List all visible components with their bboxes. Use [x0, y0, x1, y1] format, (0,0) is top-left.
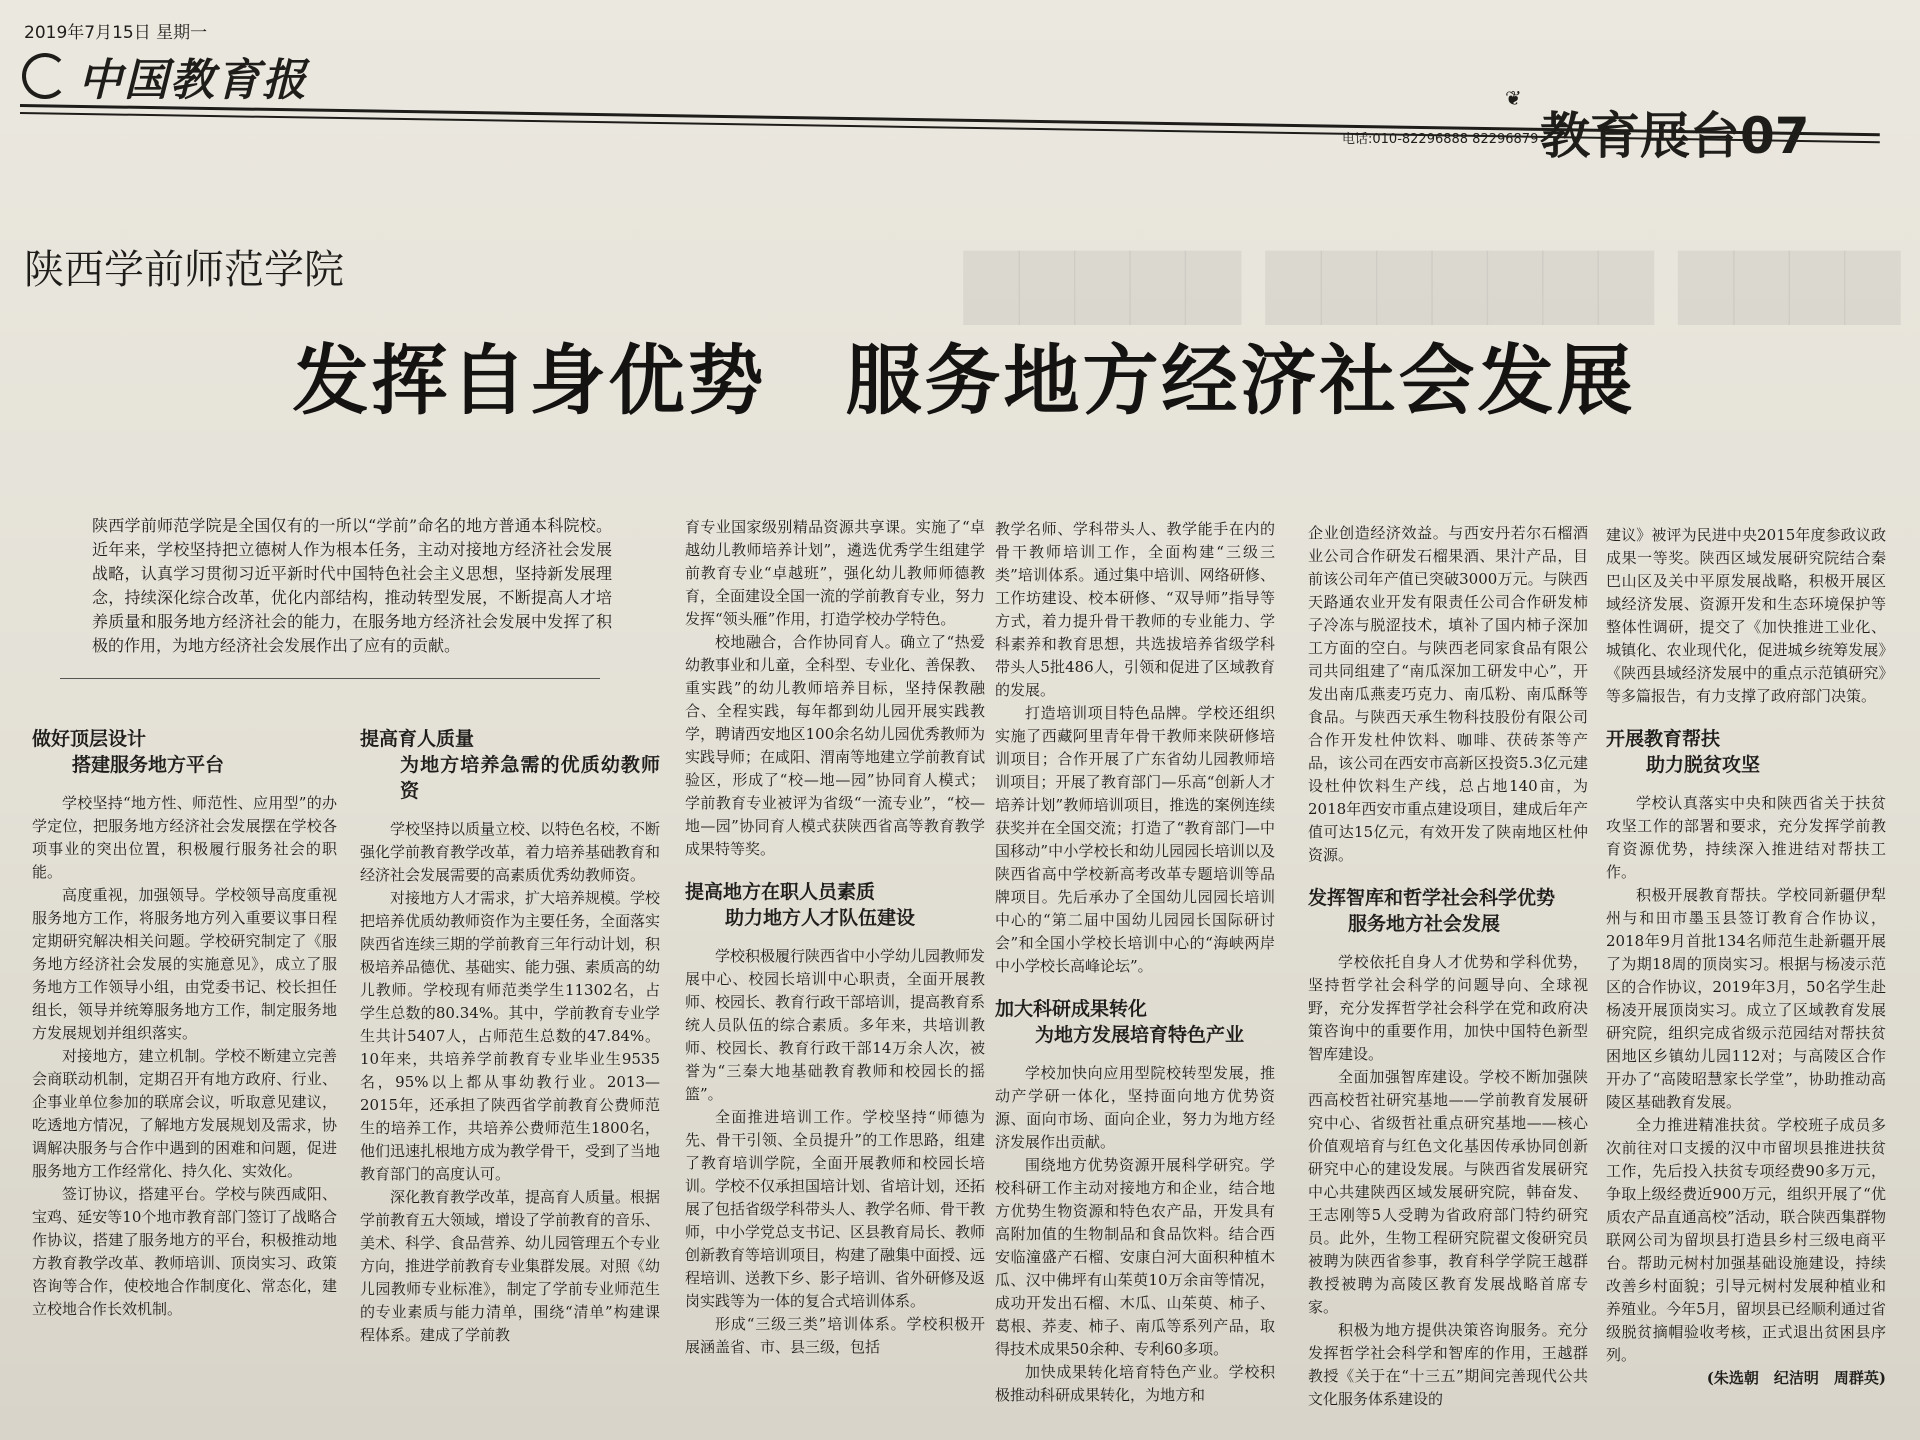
article-kicker: 陕西学前师范学院 — [24, 247, 344, 293]
paragraph: 学校积极履行陕西省中小学幼儿园教师发展中心、校园长培训中心职责，全面开展教师、校园长、教育行政干部培训，提高教育系统人员队伍的综合素质。多年来，共培训教师、校园长、教育行政干部14万余人次，被誉为“三秦大地基础教育教师和校园长的摇篮”。 — [685, 947, 986, 1103]
section-title: 教育展台07 — [1540, 107, 1810, 165]
contact-phone: 电话:010-82296888 82296879 — [1342, 132, 1539, 147]
subheading-6: 开展教育帮扶 助力脱贫攻坚 — [1606, 728, 1761, 776]
article-column-5 — [1308, 522, 1588, 1411]
subheading-1: 做好顶层设计 搭建服务地方平台 — [32, 728, 225, 776]
paragraph: 全面推进培训工作。学校坚持“师德为先、骨干引领、全员提升”的工作思路，组建了教育培训学院，全面开展教师和校园长培训。学校不仅承担国培计划、省培计划，还拓展了包括省级学科带头人、教学名师、骨干教师，中小学党总支书记、区县教育局长、教师创新教育等培训项目，构建了融集中面授、远程培训、送教下乡、影子培训、省外研修及返岗实践等为一体的复合式培训体系。 — [685, 1108, 986, 1310]
subheading-2: 提高育人质量 为地方培养急需的优质幼教师资 — [360, 728, 660, 802]
paragraph: 打造培训项目特色品牌。学校还组织实施了西藏阿里青年骨干教师来陕研修培训项目；合作开展了广东省幼儿园教师培训项目；开展了教育部门—乐高“创新人才培养计划”教师培训项目，推选的案例连续获奖并在全国交流；打造了“教育部门—中国移动”中小学校长和幼儿园园长培训以及陕西省高中学校新高考改革专题培训等品牌项目。先后承办了全国幼儿园园长培训中心的“第二届中国幼儿园园长国际研讨会”和全国小学校长培训中心的“海峡两岸中小学校长高峰论坛”。 — [995, 704, 1275, 975]
article-column-2 — [360, 726, 660, 1347]
paragraph: 学校坚持以质量立校、以特色名校，不断强化学前教育教学改革，着力培养基础教育和经济社会发展需要的高素质优秀幼教师资。 — [360, 820, 661, 884]
article-column-1 — [32, 726, 337, 1321]
lead-divider — [60, 678, 600, 679]
masthead-title: 中国教育报 — [78, 55, 308, 106]
leaf-ornament-icon: ❦ — [1505, 86, 1522, 110]
paragraph: 校地融合，合作协同育人。确立了“热爱幼教事业和儿童，全科型、专业化、善保教、重实践”的幼儿教师培养目标，坚持保教融合、全程实践，每年都到幼儿园开展实践教学，聘请西安地区100余名幼儿园优秀教师为实践导师；在咸阳、渭南等地建立学前教育试验区，形成了“校—地—园”协同育人模式；学前教育专业被评为省级“一流专业”，“校—地—园”协同育人模式获陕西省高等教育教学成果特等奖。 — [685, 633, 986, 858]
paragraph: 全力推进精准扶贫。学校班子成员多次前往对口支援的汉中市留坝县推进扶贫工作，先后投入扶贫专项经费90多万元，争取上级经费近900万元，组织开展了“优质农产品直通高校”活动，联合陕西集群物联网公司为留坝县打造县乡村三级电商平台。帮助元树村加强基础设施建设，持续改善乡村面貌；引导元树村发展种植业和养殖业。今年5月，留坝县已经顺利通过省级脱贫摘帽验收考核，正式退出贫困县序列。 — [1606, 1116, 1886, 1364]
author-byline: (朱选朝 纪洁明 周群英) — [1706, 1369, 1886, 1387]
paragraph: 深化教育教学改革，提高育人质量。根据学前教育五大领域，增设了学前教育的音乐、美术、科学、食品营养、幼儿园管理五个专业方向，推进学前教育专业集群发展。对照《幼儿园教师专业标准》，制定了学前专业师范生的专业素质与能力清单，围绕“清单”构建课程体系。建成了学前教 — [360, 1188, 661, 1344]
paragraph: 全面加强智库建设。学校不断加强陕西高校哲社研究基地——学前教育发展研究中心、省级哲社重点研究基地——核心价值观培育与红色文化基因传承协同创新研究中心的建设发展。与陕西省发展研究中心共建陕西区域发展研究院，韩奋发、王志刚等5人受聘为省政府部门特约研究员。此外，生物工程研究院翟文俊研究员被聘为陕西省参事，教育科学学院王越群教授被聘为高陵区教育发展战略首席专家。 — [1308, 1068, 1588, 1316]
paragraph: 教学名师、学科带头人、教学能手在内的骨干教师培训工作，全面构建“三级三类”培训体系。通过集中培训、网络研修、工作坊建设、校本研修、“双导师”指导等方式，着力提升骨干教师的专业能力、学科素养和教育思想，共选拔培养省级学科带头人5批486人，引领和促进了区域教育的发展。 — [995, 520, 1275, 699]
reverse-page-bleed: ▇▇▇▇ ▇▇▇▇▇▇▇ ▇▇▇▇▇ — [963, 240, 1900, 324]
paragraph: 围绕地方优势资源开展科学研究。学校科研工作主动对接地方和企业，结合地方优势生物资源和特色农产品，开发具有高附加值的生物制品和食品饮料。结合西安临潼盛产石榴、安康白河大面积种植木瓜、汉中佛坪有山茱萸10万余亩等情况，成功开发出石榴、木瓜、山茱萸、柿子、葛根、荞麦、柿子、南瓜等系列产品，取得技术成果50余种、专利60多项。 — [995, 1156, 1275, 1358]
article-column-3 — [685, 516, 985, 1359]
masthead-logo-icon — [22, 53, 68, 99]
paragraph: 学校依托自身人才优势和学科优势，坚持哲学社会科学的问题导向、全球视野，充分发挥哲学社会科学在党和政府决策咨询中的重要作用，加快中国特色新型智库建设。 — [1308, 953, 1588, 1063]
issue-date: 2019年7月15日 星期一 — [24, 23, 208, 43]
masthead — [22, 44, 308, 108]
paragraph: 对接地方，建立机制。学校不断建立完善会商联动机制，定期召开有地方政府、行业、企事业单位参加的联席会议，听取意见建议，吃透地方情况，了解地方发展规划及需求，协调解决服务与合作中遇到的困难和问题，促进服务地方工作经常化、持久化、实效化。 — [32, 1047, 337, 1180]
paragraph: 学校加快向应用型院校转型发展，推动产学研一体化，坚持面向地方优势资源、面向市场、面向企业，努力为地方经济发展作出贡献。 — [995, 1064, 1275, 1151]
article-column-6 — [1606, 524, 1886, 1390]
subheading-4: 加大科研成果转化 为地方发展培育特色产业 — [995, 998, 1245, 1046]
paragraph: 形成“三级三类”培训体系。学校积极开展涵盖省、市、县三级，包括 — [685, 1315, 985, 1356]
paragraph: 企业创造经济效益。与西安丹若尔石榴酒业公司合作研发石榴果酒、果汁产品，目前该公司年产值已突破3000万元。与陕西天路通农业开发有限责任公司合作研发柿子冷冻与脱涩技术，填补了国内柿子深加工方面的空白。与陕西老同家食品有限公司共同组建了“南瓜深加工研发中心”，开发出南瓜燕麦巧克力、南瓜粉、南瓜酥等食品。与陕西天承生物科技股份有限公司合作开发杜仲饮料、咖啡、茯砖茶等产品，该公司在西安市高新区投资5.3亿元建设杜仲饮料生产线，总占地140亩，为2018年西安市重点建设项目，建成后年产值可达15亿元，有效开发了陕南地区杜仲资源。 — [1308, 524, 1588, 864]
article-column-4 — [995, 518, 1275, 1407]
paragraph: 育专业国家级别精品资源共享课。实施了“卓越幼儿教师培养计划”，遴选优秀学生组建学前教育专业“卓越班”，强化幼儿教师师德教育，全面建设全国一流的学前教育专业，努力发挥“领头雁”作用，打造学校办学特色。 — [685, 518, 986, 628]
article-headline: 发挥自身优势 服务地方经济社会发展 — [292, 336, 1636, 425]
paragraph: 建议》被评为民进中央2015年度参政议政成果一等奖。陕西区域发展研究院结合秦巴山区及关中平原发展战略，积极开展区域经济发展、资源开发和生态环境保护等整体性调研，提交了《加快推进工业化、城镇化、农业现代化，促进城乡统筹发展》《陕西县域经济发展中的重点示范镇研究》等多篇报告，有力支撑了政府部门决策。 — [1606, 526, 1886, 705]
paragraph: 对接地方人才需求，扩大培养规模。学校把培养优质幼教师资作为主要任务，全面落实陕西省连续三期的学前教育三年行动计划，积极培养品德优、基础实、能力强、素质高的幼儿教师。学校现有师范类学生11302名，占学生总数的80.34%。其中，学前教育专业学生共计5407人，占师范生总数的47.84%。10年来，共培养学前教育专业毕业生9535名，95%以上都从事幼教行业。2013—2015年，还承担了陕西省学前教育公费师范生的培养工作，共培养公费师范生1800名，他们迅速扎根地方成为教学骨干，受到了当地教育部门的高度认可。 — [360, 889, 661, 1183]
article-lead: 陕西学前师范学院是全国仅有的一所以“学前”命名的地方普通本科院校。近年来，学校坚持把立德树人作为根本任务，主动对接地方经济社会发展战略，认真学习贯彻习近平新时代中国特色社会主义思想，坚持新发展理念，持续深化综合改革，优化内部结构，推动转型发展，不断提高人才培养质量和服务地方经济社会的能力，在服务地方经济社会发展中发挥了积极的作用，为地方经济社会发展作出了应有的贡献。 — [92, 516, 612, 655]
paragraph: 签订协议，搭建平台。学校与陕西咸阳、宝鸡、延安等10个地市教育部门签订了战略合作协议，搭建了服务地方的平台，积极推动地方教育教学改革、教师培训、顶岗实习、政策咨询等合作，使校地合作制度化、常态化，建立校地合作长效机制。 — [32, 1185, 337, 1318]
paragraph: 高度重视，加强领导。学校领导高度重视服务地方工作，将服务地方列入重要议事日程定期研究解决相关问题。学校研究制定了《服务地方经济社会发展的实施意见》，成立了服务地方工作领导小组，由党委书记、校长担任组长，领导并统筹服务地方工作，制定服务地方发展规划并组织落实。 — [32, 886, 337, 1042]
subheading-3: 提高地方在职人员素质 助力地方人才队伍建设 — [685, 881, 916, 929]
paragraph: 积极为地方提供决策咨询服务。充分发挥哲学社会科学和智库的作用，王越群教授《关于在“十三五”期间完善现代公共文化服务体系建设的 — [1308, 1321, 1588, 1408]
paragraph: 加快成果转化培育特色产业。学校积极推动科研成果转化，为地方和 — [995, 1363, 1275, 1404]
paragraph: 学校坚持“地方性、师范性、应用型”的办学定位，把服务地方经济社会发展摆在学校各项事业的突出位置，积极履行服务社会的职能。 — [32, 794, 337, 881]
subheading-5: 发挥智库和哲学社会科学优势 服务地方社会发展 — [1308, 887, 1556, 935]
paragraph: 积极开展教育帮扶。学校同新疆伊犁州与和田市墨玉县签订教育合作协议，2018年9月首批134名师范生赴新疆开展了为期18周的顶岗实习。根据与杨凌示范区的合作协议，2019年3月，50名学生赴杨凌开展顶岗实习。成立了区域教育发展研究院，组织完成省级示范园结对帮扶贫困地区乡镇幼儿园112对；与高陵区合作开办了“高陵昭慧家长学堂”，协助推动高陵区基础教育发展。 — [1606, 886, 1886, 1111]
paragraph: 学校认真落实中央和陕西省关于扶贫攻坚工作的部署和要求，充分发挥学前教育资源优势，持续深入推进结对帮扶工作。 — [1606, 794, 1886, 881]
